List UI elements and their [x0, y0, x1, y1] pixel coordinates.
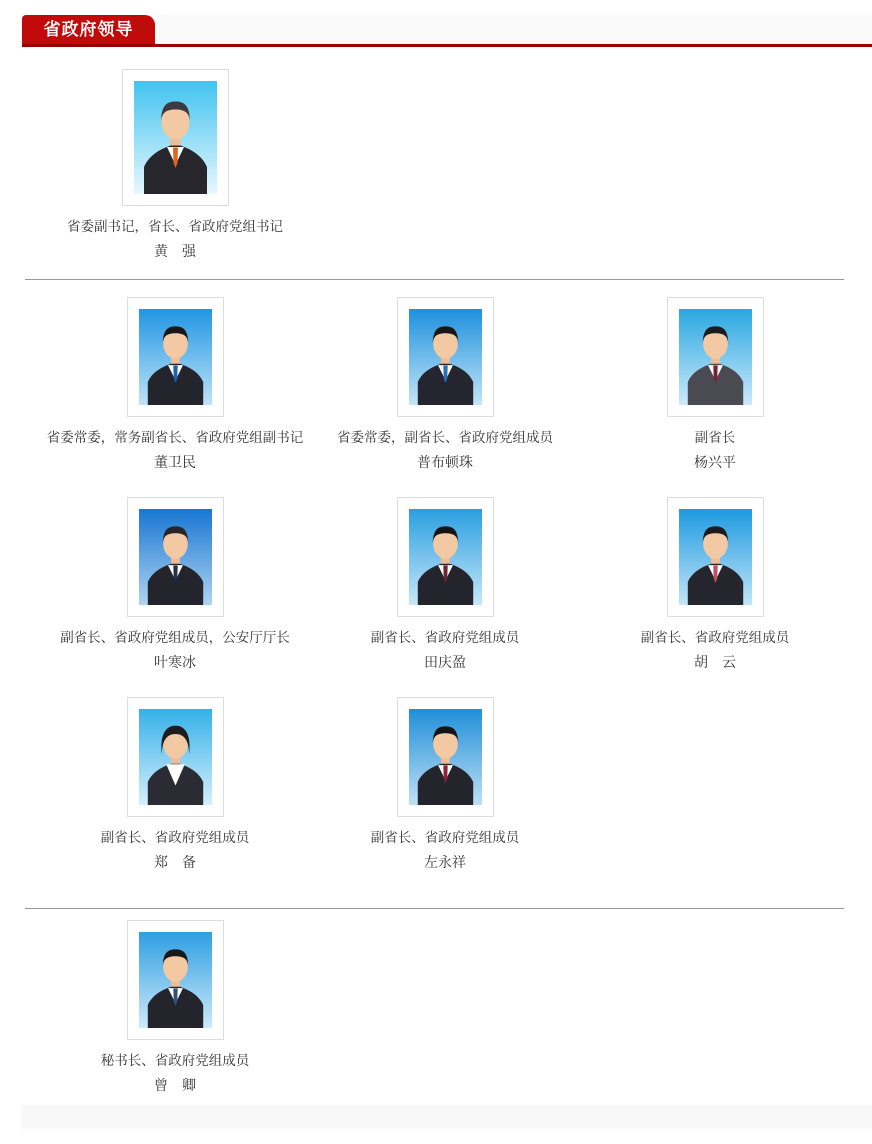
leader-card: [580, 497, 850, 697]
leader-card: [310, 297, 580, 497]
page-footer-strip: [21, 1105, 872, 1129]
leader-photo[interactable]: [667, 497, 764, 617]
leader-name: 田庆盈: [424, 654, 466, 670]
leader-title: 省委常委，副省长、省政府党组成员: [337, 430, 553, 445]
leader-name: 叶寒冰: [154, 654, 196, 670]
leader-photo[interactable]: [127, 697, 224, 817]
leader-name: 胡 云: [694, 654, 736, 670]
leader-photo[interactable]: [397, 497, 494, 617]
leader-photo[interactable]: [397, 297, 494, 417]
leader-card: [580, 297, 850, 497]
portrait-photo: [409, 509, 482, 605]
leader-name: 左永祥: [424, 854, 466, 870]
portrait-photo: [139, 932, 212, 1028]
leader-name: 黄 强: [154, 243, 196, 259]
tab-provincial-government-leaders[interactable]: 省政府领导: [22, 15, 155, 44]
portrait-photo: [139, 309, 212, 405]
leader-card: [40, 920, 310, 1094]
page: [0, 15, 872, 1129]
leader-photo[interactable]: [397, 697, 494, 817]
leader-card: [40, 497, 310, 697]
leader-photo[interactable]: [122, 69, 229, 206]
leader-title: 省委副书记，省长、省政府党组书记: [67, 219, 283, 234]
portrait-photo: [134, 81, 217, 194]
leader-photo[interactable]: [127, 497, 224, 617]
leader-title: 副省长、省政府党组成员: [640, 630, 790, 645]
leader-photo[interactable]: [667, 297, 764, 417]
portrait-photo: [409, 709, 482, 805]
leader-group: [40, 909, 872, 1094]
leader-card: [40, 297, 310, 497]
leader-title: 秘书长、省政府党组成员: [100, 1053, 250, 1068]
leader-title: 副省长、省政府党组成员: [370, 630, 520, 645]
leader-title: 副省长: [694, 430, 736, 445]
leader-card: [40, 697, 310, 897]
portrait-photo: [409, 309, 482, 405]
leader-card: [310, 497, 580, 697]
leader-title: 副省长、省政府党组成员: [100, 830, 250, 845]
portrait-photo: [139, 509, 212, 605]
leader-title: 副省长、省政府党组成员，公安厅厅长: [60, 630, 290, 645]
leader-card: [40, 69, 310, 260]
leader-title: 副省长、省政府党组成员: [370, 830, 520, 845]
leader-group: [40, 47, 872, 279]
leader-photo[interactable]: [127, 297, 224, 417]
header-band: [22, 15, 872, 44]
leader-name: 杨兴平: [694, 454, 736, 470]
leader-name: 曾 卿: [154, 1077, 196, 1093]
leader-photo[interactable]: [127, 920, 224, 1040]
leader-group: [40, 280, 872, 908]
leader-name: 董卫民: [154, 454, 196, 470]
leader-title: 省委常委，常务副省长、省政府党组副书记: [46, 430, 304, 445]
leader-name: 普布顿珠: [417, 454, 473, 470]
portrait-photo: [679, 309, 752, 405]
portrait-photo: [679, 509, 752, 605]
leader-name: 郑 备: [154, 854, 196, 870]
leaders-section: [0, 47, 872, 1094]
portrait-photo: [139, 709, 212, 805]
leader-card: [310, 697, 580, 897]
